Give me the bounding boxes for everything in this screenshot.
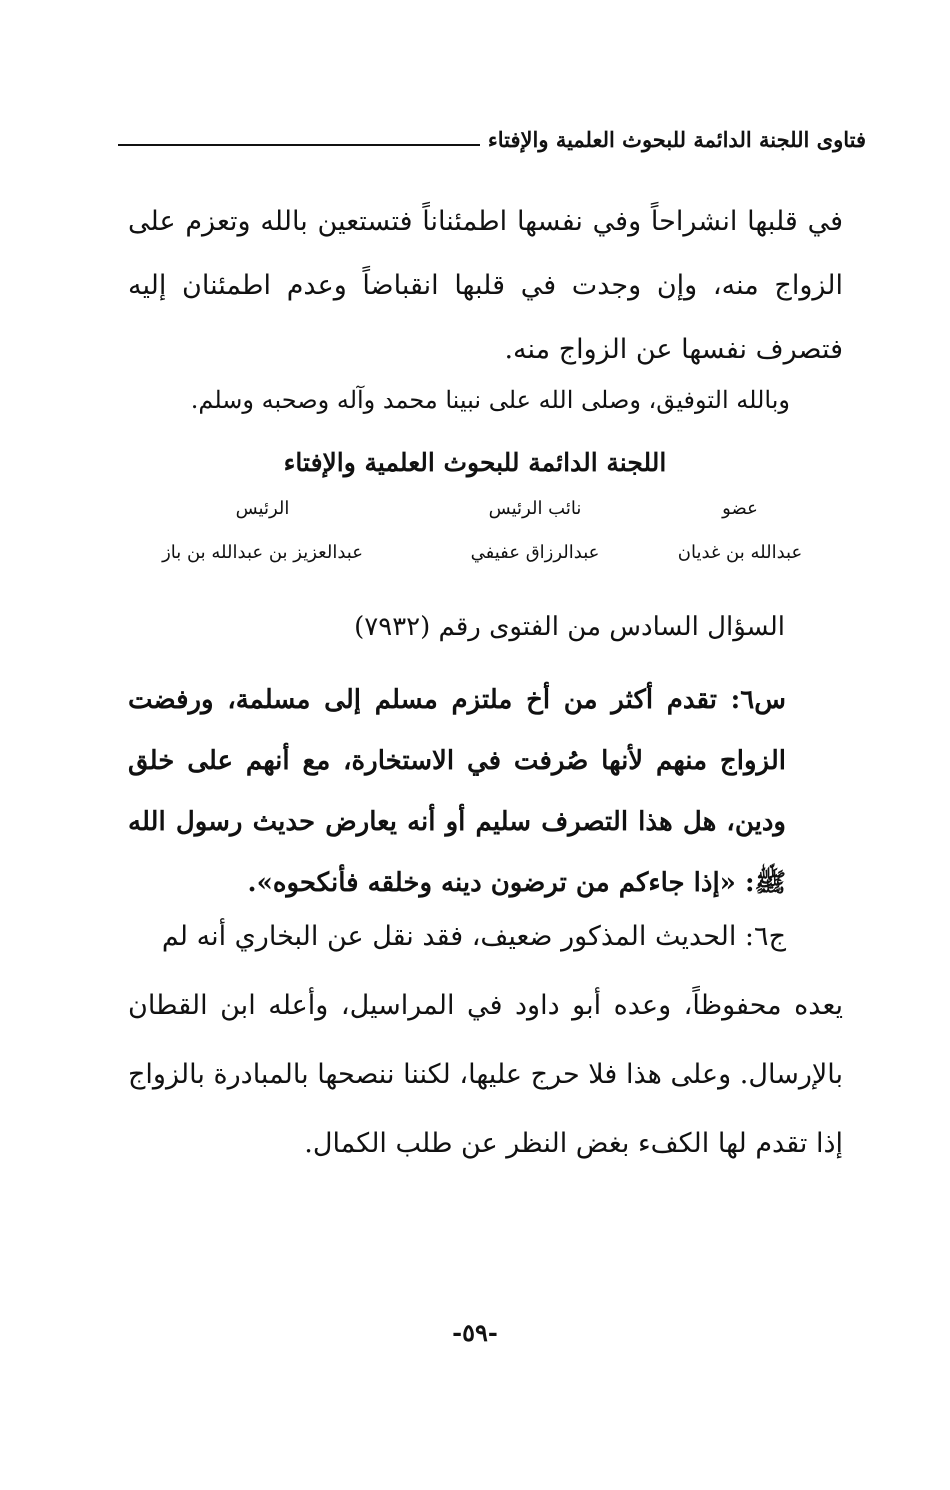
question-text: س٦: تقدم أكثر من أخ ملتزم مسلم إلى مسلمة، ورفضت الزواج منهم لأنها صُرفت في الاستخارة، مع أنهم على خلق ودين، هل هذا التصرف سليم أو أنه يعارض حديث رسول الله ﷺ: «إذا جاءكم من ترضون دينه وخلقه فأنكحوه». [128,685,786,898]
header-title: فتاوى اللجنة الدائمة للبحوث العلمية والإفتاء [487,126,866,152]
member-role-3: الرئيس [235,498,290,519]
member-name-2: عبدالرزاق عفيفي [470,542,600,563]
question-reference: السؤال السادس من الفتوى رقم (٧٩٣٢) [354,612,785,642]
member-role-1: عضو [722,498,758,519]
closing-prayer: وبالله التوفيق، وصلى الله على نبينا محمد وآله وصحبه وسلم. [190,386,790,414]
answer-text: يعده محفوظاً، وعده أبو داود في المراسيل، وأعله ابن القطان بالإرسال. وعلى هذا فلا حرج عليها، لكننا ننصحها بالمبادرة بالزواج إذا تقدم لها الكفء بغض النظر عن طلب الكمال. [128,990,843,1159]
running-header [118,120,866,158]
page-number: -٥٩- [452,1318,498,1347]
member-name-3: عبدالعزيز بن عبدالله بن باز [162,542,363,563]
paragraph-continuation: في قلبها انشراحاً وفي نفسها اطمئناناً فتستعين بالله وتعزم على الزواج منه، وإن وجدت في قلبها انقباضاً وعدم اطمئنان إليه فتصرف نفسها عن الزواج منه. [128,206,843,365]
answer-first-line: ج٦: الحديث المذكور ضعيف، فقد نقل عن البخاري أنه لم [161,921,786,952]
member-name-1: عبدالله بن غديان [677,542,803,563]
member-role-2: نائب الرئيس [488,498,582,519]
committee-name: اللجنة الدائمة للبحوث العلمية والإفتاء [283,448,667,477]
header-rule [118,144,480,146]
